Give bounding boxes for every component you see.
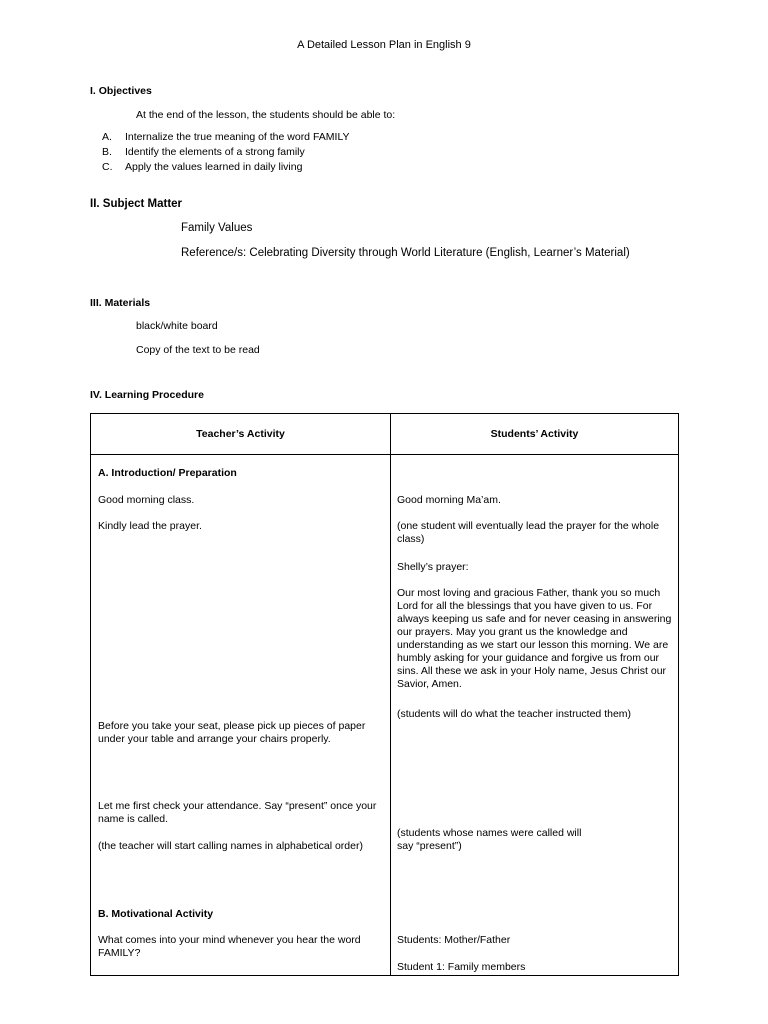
table-row [91, 455, 679, 976]
students-activity-cell [391, 455, 679, 976]
students-column-header: Students’ Activity [391, 414, 679, 455]
teacher-activity-cell [91, 455, 391, 976]
subject-matter-heading: II. Subject Matter [90, 198, 183, 210]
teacher-calling-note: (the teacher will start calling names in alphabetical order) [98, 840, 363, 852]
subject-topic: Family Values [181, 222, 253, 234]
list-item-text: Internalize the true meaning of the word FAMILY [125, 131, 350, 143]
teacher-seat-instruction: Before you take your seat, please pick up pieces of paper under your table and arrange your chairs properly. [98, 720, 366, 745]
students-instructed: (students will do what the teacher instructed them) [397, 708, 632, 720]
procedure-table [90, 413, 679, 976]
list-item-letter: B. [102, 146, 112, 158]
materials-heading: III. Materials [90, 297, 151, 309]
students-greeting: Good morning Ma’am. [397, 494, 501, 506]
objectives-heading: I. Objectives [90, 85, 152, 97]
prayer-label: Shelly’s prayer: [397, 561, 469, 573]
students-answer-1: Students: Mother/Father [397, 934, 511, 946]
objectives-list [102, 131, 350, 176]
list-item [102, 161, 350, 176]
list-item-letter: C. [102, 161, 113, 173]
material-item: black/white board [136, 320, 218, 332]
document-title: A Detailed Lesson Plan in English 9 [297, 39, 471, 51]
material-item: Copy of the text to be read [136, 344, 260, 356]
objectives-intro: At the end of the lesson, the students should be able to: [136, 109, 396, 121]
list-item [102, 146, 350, 161]
teacher-column-header: Teacher’s Activity [91, 414, 391, 455]
motivation-section-heading: B. Motivational Activity [98, 908, 214, 920]
list-item-letter: A. [102, 131, 112, 143]
students-answer-2: Student 1: Family members [397, 961, 526, 973]
teacher-prayer-request: Kindly lead the prayer. [98, 520, 202, 532]
procedure-heading: IV. Learning Procedure [90, 389, 204, 401]
intro-section-heading: A. Introduction/ Preparation [98, 467, 237, 479]
students-prayer-lead: (one student will eventually lead the prayer for the whole class) [397, 520, 660, 545]
list-item-text: Identify the elements of a strong family [125, 146, 305, 158]
list-item [102, 131, 350, 146]
prayer-text: Our most loving and gracious Father, thank you so much Lord for all the blessings that you have given to us. For always keeping us safe and for never ceasing in answering our prayers. May you grant us the knowledge and understanding as we start our lesson this morning. We are humbly asking for your guidance and forgive us from our sins. All these we ask in your Holy name, Jesus Christ our Savior, Amen. [397, 587, 672, 690]
teacher-question: What comes into your mind whenever you hear the word FAMILY? [98, 934, 361, 959]
students-present: (students whose names were called will say “present”) [397, 827, 582, 852]
teacher-attendance: Let me first check your attendance. Say “present” once your name is called. [98, 800, 377, 825]
list-item-text: Apply the values learned in daily living [125, 161, 303, 173]
subject-reference: Reference/s: Celebrating Diversity through World Literature (English, Learner’s Material) [181, 247, 630, 259]
table-header-row [91, 414, 679, 455]
teacher-greeting: Good morning class. [98, 494, 195, 506]
